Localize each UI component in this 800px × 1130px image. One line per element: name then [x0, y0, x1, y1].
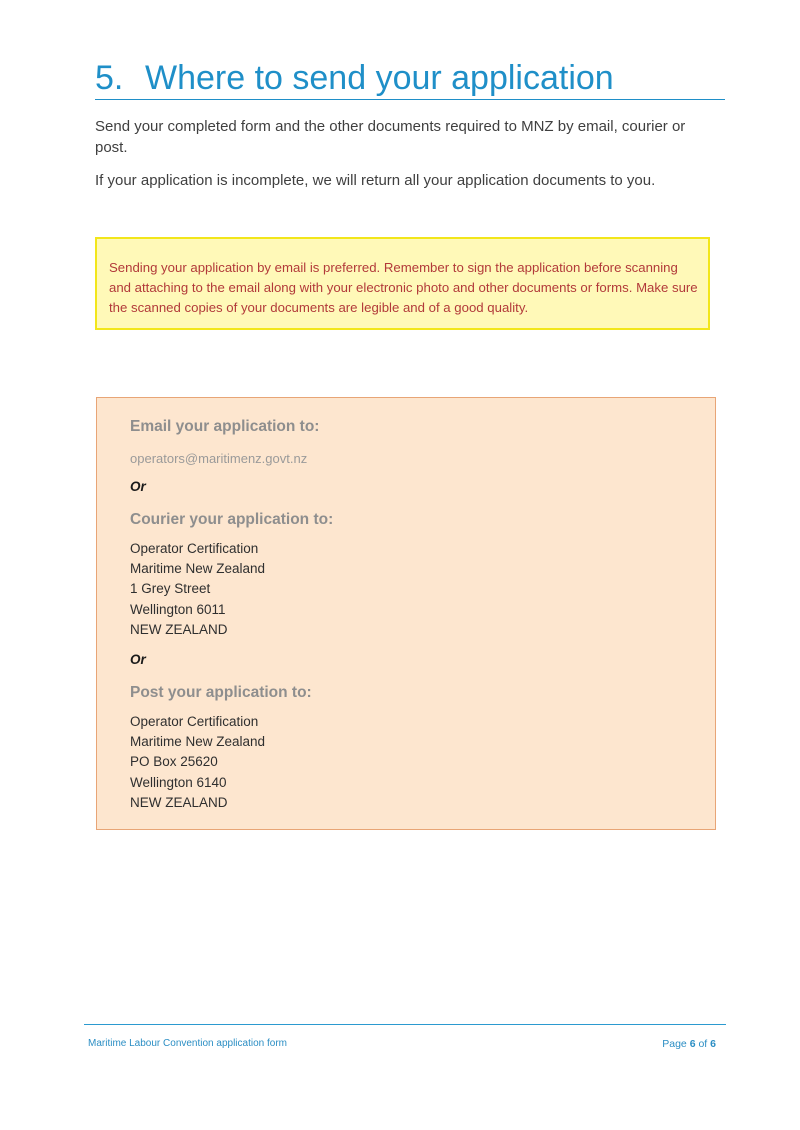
- footer-divider: [84, 1024, 726, 1025]
- notice-text: Sending your application by email is preferred. Remember to sign the application before scanning and attaching to the email along with your electronic photo and other documents or forms. Make sure the scanned copies of your documents are legible and of a good quality.: [109, 260, 698, 315]
- page-of: of: [698, 1038, 708, 1050]
- or-label-2: Or: [130, 652, 146, 667]
- courier-address-line: 1 Grey Street: [130, 581, 211, 597]
- send-options-box: [96, 397, 716, 830]
- post-address-line: Operator Certification: [130, 714, 259, 729]
- intro-paragraph-1: Send your completed form and the other documents required to MNZ by email, courier or post.: [95, 118, 686, 156]
- or-label-1: Or: [130, 479, 146, 494]
- page-word: Page: [662, 1038, 687, 1050]
- post-address-line: NEW ZEALAND: [130, 794, 228, 810]
- post-heading: Post your application to:: [130, 684, 312, 701]
- courier-address-line: Wellington 6011: [130, 601, 226, 617]
- section-number: 5.: [95, 59, 124, 97]
- post-address-line: Wellington 6140: [130, 774, 227, 790]
- email-preferred-notice: [95, 237, 710, 330]
- courier-address-line: NEW ZEALAND: [130, 621, 228, 637]
- courier-address-line: Operator Certification: [130, 541, 259, 556]
- courier-address-line: Maritime New Zealand: [130, 561, 266, 577]
- post-address-line: PO Box 25620: [130, 754, 218, 770]
- footer-page-number: [662, 1037, 716, 1051]
- email-address-link[interactable]: operators@maritimenz.govt.nz: [130, 451, 308, 466]
- intro-paragraph-2: If your application is incomplete, we will return all your application documents to you.: [95, 172, 656, 189]
- courier-address: [130, 539, 265, 640]
- courier-heading: Courier your application to:: [130, 511, 334, 528]
- post-address-line: Maritime New Zealand: [130, 734, 266, 750]
- page-total: 6: [710, 1038, 716, 1050]
- section-heading: [95, 57, 725, 100]
- post-address: [130, 712, 265, 813]
- email-heading: Email your application to:: [130, 418, 320, 435]
- section-title: Where to send your application: [145, 59, 614, 97]
- page-current: 6: [689, 1038, 696, 1050]
- footer-form-name: Maritime Labour Convention application form: [88, 1038, 287, 1049]
